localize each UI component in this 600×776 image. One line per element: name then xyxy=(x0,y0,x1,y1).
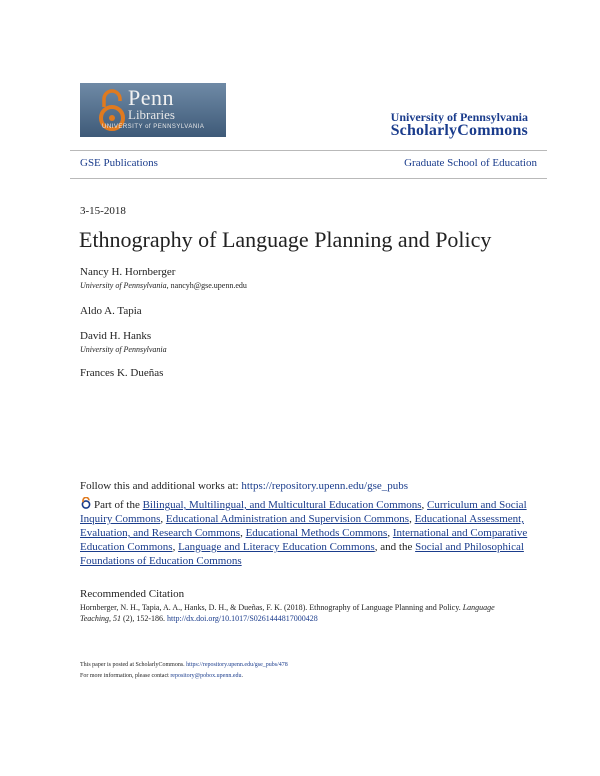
separator: , xyxy=(240,527,246,539)
commons-link[interactable]: Educational Methods Commons xyxy=(245,527,388,539)
citation-main: Hornberger, N. H., Tapia, A. A., Hanks, D. H., & Dueñas, F. K. (2018). Ethnography of Language Planning and Policy. xyxy=(80,603,463,612)
penn-libraries-logo[interactable] xyxy=(80,83,226,137)
citation-rest: (2), 152-186. xyxy=(121,614,168,623)
commons-link[interactable]: Curriculum and Social Inquiry Commons xyxy=(80,499,527,525)
part-of-commons xyxy=(80,497,530,568)
gse-publications-link[interactable]: GSE Publications xyxy=(80,157,158,169)
publication-date: 3-15-2018 xyxy=(80,205,126,217)
author-name: Nancy H. Hornberger xyxy=(80,266,176,278)
commons-link[interactable]: Educational Assessment, Evaluation, and Research Commons xyxy=(80,513,524,539)
citation-heading: Recommended Citation xyxy=(80,588,185,600)
contact-prefix: For more information, please contact xyxy=(80,673,171,679)
separator: , xyxy=(409,513,415,525)
citation-text xyxy=(80,602,525,624)
author-affiliation xyxy=(80,281,247,290)
separator: , xyxy=(421,499,428,511)
commons-link[interactable]: Language and Literacy Education Commons xyxy=(178,541,375,553)
logo-line-2: Libraries xyxy=(128,107,175,122)
contact-email-link[interactable]: repository@pobox.upenn.edu xyxy=(170,673,242,679)
affiliation-name: University of Pennsylvania xyxy=(80,281,167,290)
header-divider-bottom xyxy=(70,178,547,179)
logo-line-1: Penn xyxy=(128,85,174,110)
doi-link[interactable]: http://dx.doi.org/10.1017/S0261444817000428 xyxy=(167,614,318,623)
author-name: Frances K. Dueñas xyxy=(80,367,164,379)
separator: , xyxy=(172,541,179,553)
author-name: David H. Hanks xyxy=(80,330,152,342)
graduate-school-link[interactable]: Graduate School of Education xyxy=(404,157,537,169)
contact-notice xyxy=(80,673,243,679)
separator: , xyxy=(160,513,166,525)
author-affiliation xyxy=(80,345,167,354)
commons-link[interactable]: Educational Administration and Supervision Commons xyxy=(165,513,410,525)
commons-link[interactable]: Social and Philosophical Foundations of Education Commons xyxy=(80,541,524,567)
posted-notice xyxy=(80,662,288,668)
author-email[interactable]: , nancyh@gse.upenn.edu xyxy=(166,281,247,290)
institution-name[interactable]: University of Pennsylvania xyxy=(390,110,528,124)
contact-suffix: . xyxy=(241,673,243,679)
article-title: Ethnography of Language Planning and Policy xyxy=(79,227,492,252)
author-name: Aldo A. Tapia xyxy=(80,305,142,317)
header-divider-top xyxy=(70,150,547,151)
separator-and: , and the xyxy=(374,541,416,553)
affiliation-name: University of Pennsylvania xyxy=(80,345,167,354)
repository-url-link[interactable]: https://repository.upenn.edu/gse_pubs xyxy=(241,480,409,492)
posted-prefix: This paper is posted at ScholarlyCommons. xyxy=(80,662,187,668)
posted-url-link[interactable]: https://repository.upenn.edu/gse_pubs/478 xyxy=(186,662,288,668)
citation-journal: Language Teaching, 51 xyxy=(80,603,495,623)
commons-link[interactable]: International and Comparative Education Commons xyxy=(80,527,528,553)
follow-label: Follow this and additional works at: xyxy=(80,480,242,492)
separator: , xyxy=(387,527,393,539)
commons-link[interactable]: Bilingual, Multilingual, and Multicultural Education Commons xyxy=(142,499,422,511)
part-of-prefix: Part of the xyxy=(94,499,143,511)
follow-line xyxy=(80,480,408,492)
logo-line-3: UNIVERSITY of PENNSYLVANIA xyxy=(102,124,205,130)
repository-name[interactable]: ScholarlyCommons xyxy=(390,122,528,139)
open-access-icon xyxy=(80,497,92,509)
